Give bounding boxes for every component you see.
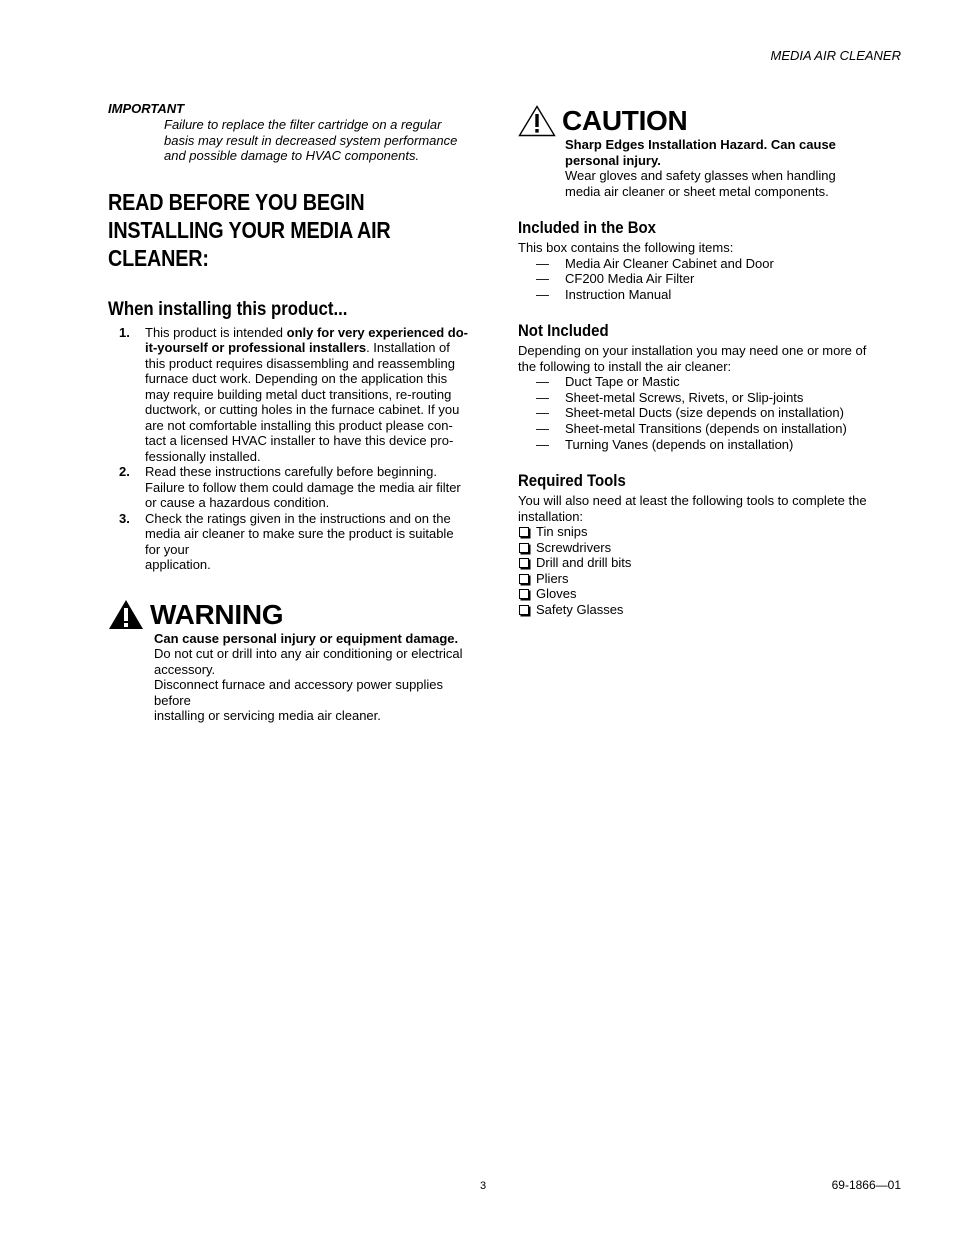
list-item [518,374,908,390]
instruction-steps [108,325,493,573]
important-line: and possible damage to HVAC components. [164,148,420,163]
checkbox-icon [519,543,529,553]
caution-bold-line: personal injury. [565,152,661,168]
step-line [145,542,493,558]
warning-bold-line: Can cause personal injury or equipment damage. [154,630,459,646]
list-item-text: Drill and drill bits [536,555,632,571]
dash-bullet: — [536,374,549,390]
running-header: MEDIA AIR CLEANER [770,48,901,63]
dash-bullet: — [536,271,549,287]
list-item-text: Sheet-metal Transitions (depends on installation) [565,421,847,437]
warning-line: before [154,692,191,708]
step-line [145,402,493,418]
included-list [518,256,908,303]
step-text: furnace duct work. Depending on the application this [145,371,448,386]
list-item [518,586,908,602]
required-tools-heading: Required Tools [518,471,626,491]
list-item-text: Turning Vanes (depends on installation) [565,436,794,452]
list-item [108,325,493,465]
list-item [518,540,908,556]
step-line [145,325,493,341]
step-text: media air cleaner to make sure the product is suitable [145,526,454,541]
step-number: 2. [119,464,130,479]
when-installing-heading: When installing this product... [108,297,348,320]
step-text: . Installation of [366,340,450,355]
step-text: fessionally installed. [145,448,261,464]
checkbox-icon [519,527,529,537]
dash-bullet: — [536,405,549,421]
step-line [145,449,493,465]
list-item-text: Sheet-metal Screws, Rivets, or Slip-joints [565,389,804,405]
list-item [518,405,908,421]
step-bold-text: only for very experienced do- [286,324,468,340]
warning-line: installing or servicing media air cleaner. [154,708,381,723]
caution-triangle-icon [518,105,556,137]
step-line [145,526,493,542]
step-line [145,387,493,403]
list-item [518,271,908,287]
dash-bullet: — [536,286,549,302]
dash-bullet: — [536,436,549,452]
step-line [145,371,493,387]
step-number: 3. [119,510,130,526]
list-item-text: Tin snips [536,524,588,540]
document-number: 69-1866—01 [831,1178,901,1192]
list-item [518,390,908,406]
caution-header [518,105,908,137]
step-text: tact a licensed HVAC installer to have this device pro- [145,433,454,448]
step-line [145,495,493,511]
intro-line: installation: [518,508,584,524]
page-number: 3 [480,1180,487,1192]
list-item-text: Duct Tape or Mastic [565,374,680,390]
heading-line: READ BEFORE YOU BEGIN [108,188,365,215]
heading-line: INSTALLING YOUR MEDIA AIR [108,216,391,243]
checkbox-icon [519,574,529,584]
step-line [145,340,493,356]
list-item-text: Gloves [536,586,577,602]
not-included-intro [518,343,908,374]
list-item [518,287,908,303]
list-item [518,421,908,437]
step-text: This product is intended [145,324,287,340]
list-item-text: CF200 Media Air Filter [565,271,695,287]
list-item-text: Pliers [536,570,569,586]
heading-line: CLEANER: [108,244,209,271]
step-text: Failure to follow them could damage the media air filter [145,479,461,495]
warning-header [108,599,493,631]
not-included-heading: Not Included [518,321,609,341]
list-item-text: Screwdrivers [536,539,612,555]
step-text: may require building metal duct transitions, re-routing [145,386,452,402]
dash-bullet: — [536,255,549,271]
not-included-list [518,374,908,452]
step-line [145,356,493,372]
step-line [145,480,493,496]
caution-line: Wear gloves and safety glasses when handling [565,168,836,183]
step-line [145,511,493,527]
warning-line: Disconnect furnace and accessory power supplies [154,677,444,692]
required-tools-intro [518,493,908,524]
list-item [108,464,493,511]
intro-line: the following to install the air cleaner: [518,358,732,374]
dash-bullet: — [536,389,549,405]
important-label: IMPORTANT [108,101,185,116]
caution-bold-line: Sharp Edges Installation Hazard. Can cause [565,137,836,152]
step-text: application. [145,557,211,572]
important-text [164,117,493,164]
important-line: Failure to replace the filter cartridge on a regular [164,117,442,132]
included-heading: Included in the Box [518,218,656,237]
list-item [518,524,908,540]
warning-title: WARNING [150,598,284,630]
dash-bullet: — [536,421,549,437]
caution-line: media air cleaner or sheet metal components. [565,183,829,199]
step-line [145,433,493,449]
list-item [518,555,908,571]
warning-body [154,631,493,724]
step-text: are not comfortable installing this product please con- [145,417,453,433]
list-item [518,437,908,453]
important-line: basis may result in decreased system performance [164,132,458,148]
warning-line: accessory. [154,661,216,677]
caution-body [565,137,908,199]
list-item-text: Sheet-metal Ducts (size depends on installation) [565,405,844,421]
list-item-text: Instruction Manual [565,286,672,302]
intro-line: You will also need at least the following tools to complete the [518,493,867,509]
step-text: this product requires disassembling and reassembling [145,355,455,371]
list-item [518,602,908,618]
step-line [145,418,493,434]
step-number: 1. [119,324,130,340]
tools-checklist [518,524,908,617]
list-item [518,571,908,587]
list-item [108,511,493,573]
left-column [108,101,493,724]
list-item [518,256,908,272]
checkbox-icon [519,589,529,599]
step-text: for your [145,541,190,557]
list-item-text: Safety Glasses [536,601,624,617]
included-intro: This box contains the following items: [518,240,734,255]
step-text: Read these instructions carefully before beginning. [145,464,437,479]
checkbox-icon [519,605,529,615]
step-text: ductwork, or cutting holes in the furnace cabinet. If you [145,402,460,417]
read-before-heading [108,188,486,272]
step-text: Check the ratings given in the instructions and on the [145,510,451,526]
list-item-text: Media Air Cleaner Cabinet and Door [565,255,774,271]
intro-line: Depending on your installation you may need one or more of [518,343,867,359]
caution-title: CAUTION [562,105,688,136]
step-line [145,464,493,480]
step-bold-text: it-yourself or professional installers [145,340,367,355]
warning-line: Do not cut or drill into any air conditioning or electrical [154,646,463,661]
warning-triangle-icon [108,599,144,630]
checkbox-icon [519,558,529,568]
step-line [145,557,493,573]
right-column [518,105,908,617]
step-text: or cause a hazardous condition. [145,495,330,510]
